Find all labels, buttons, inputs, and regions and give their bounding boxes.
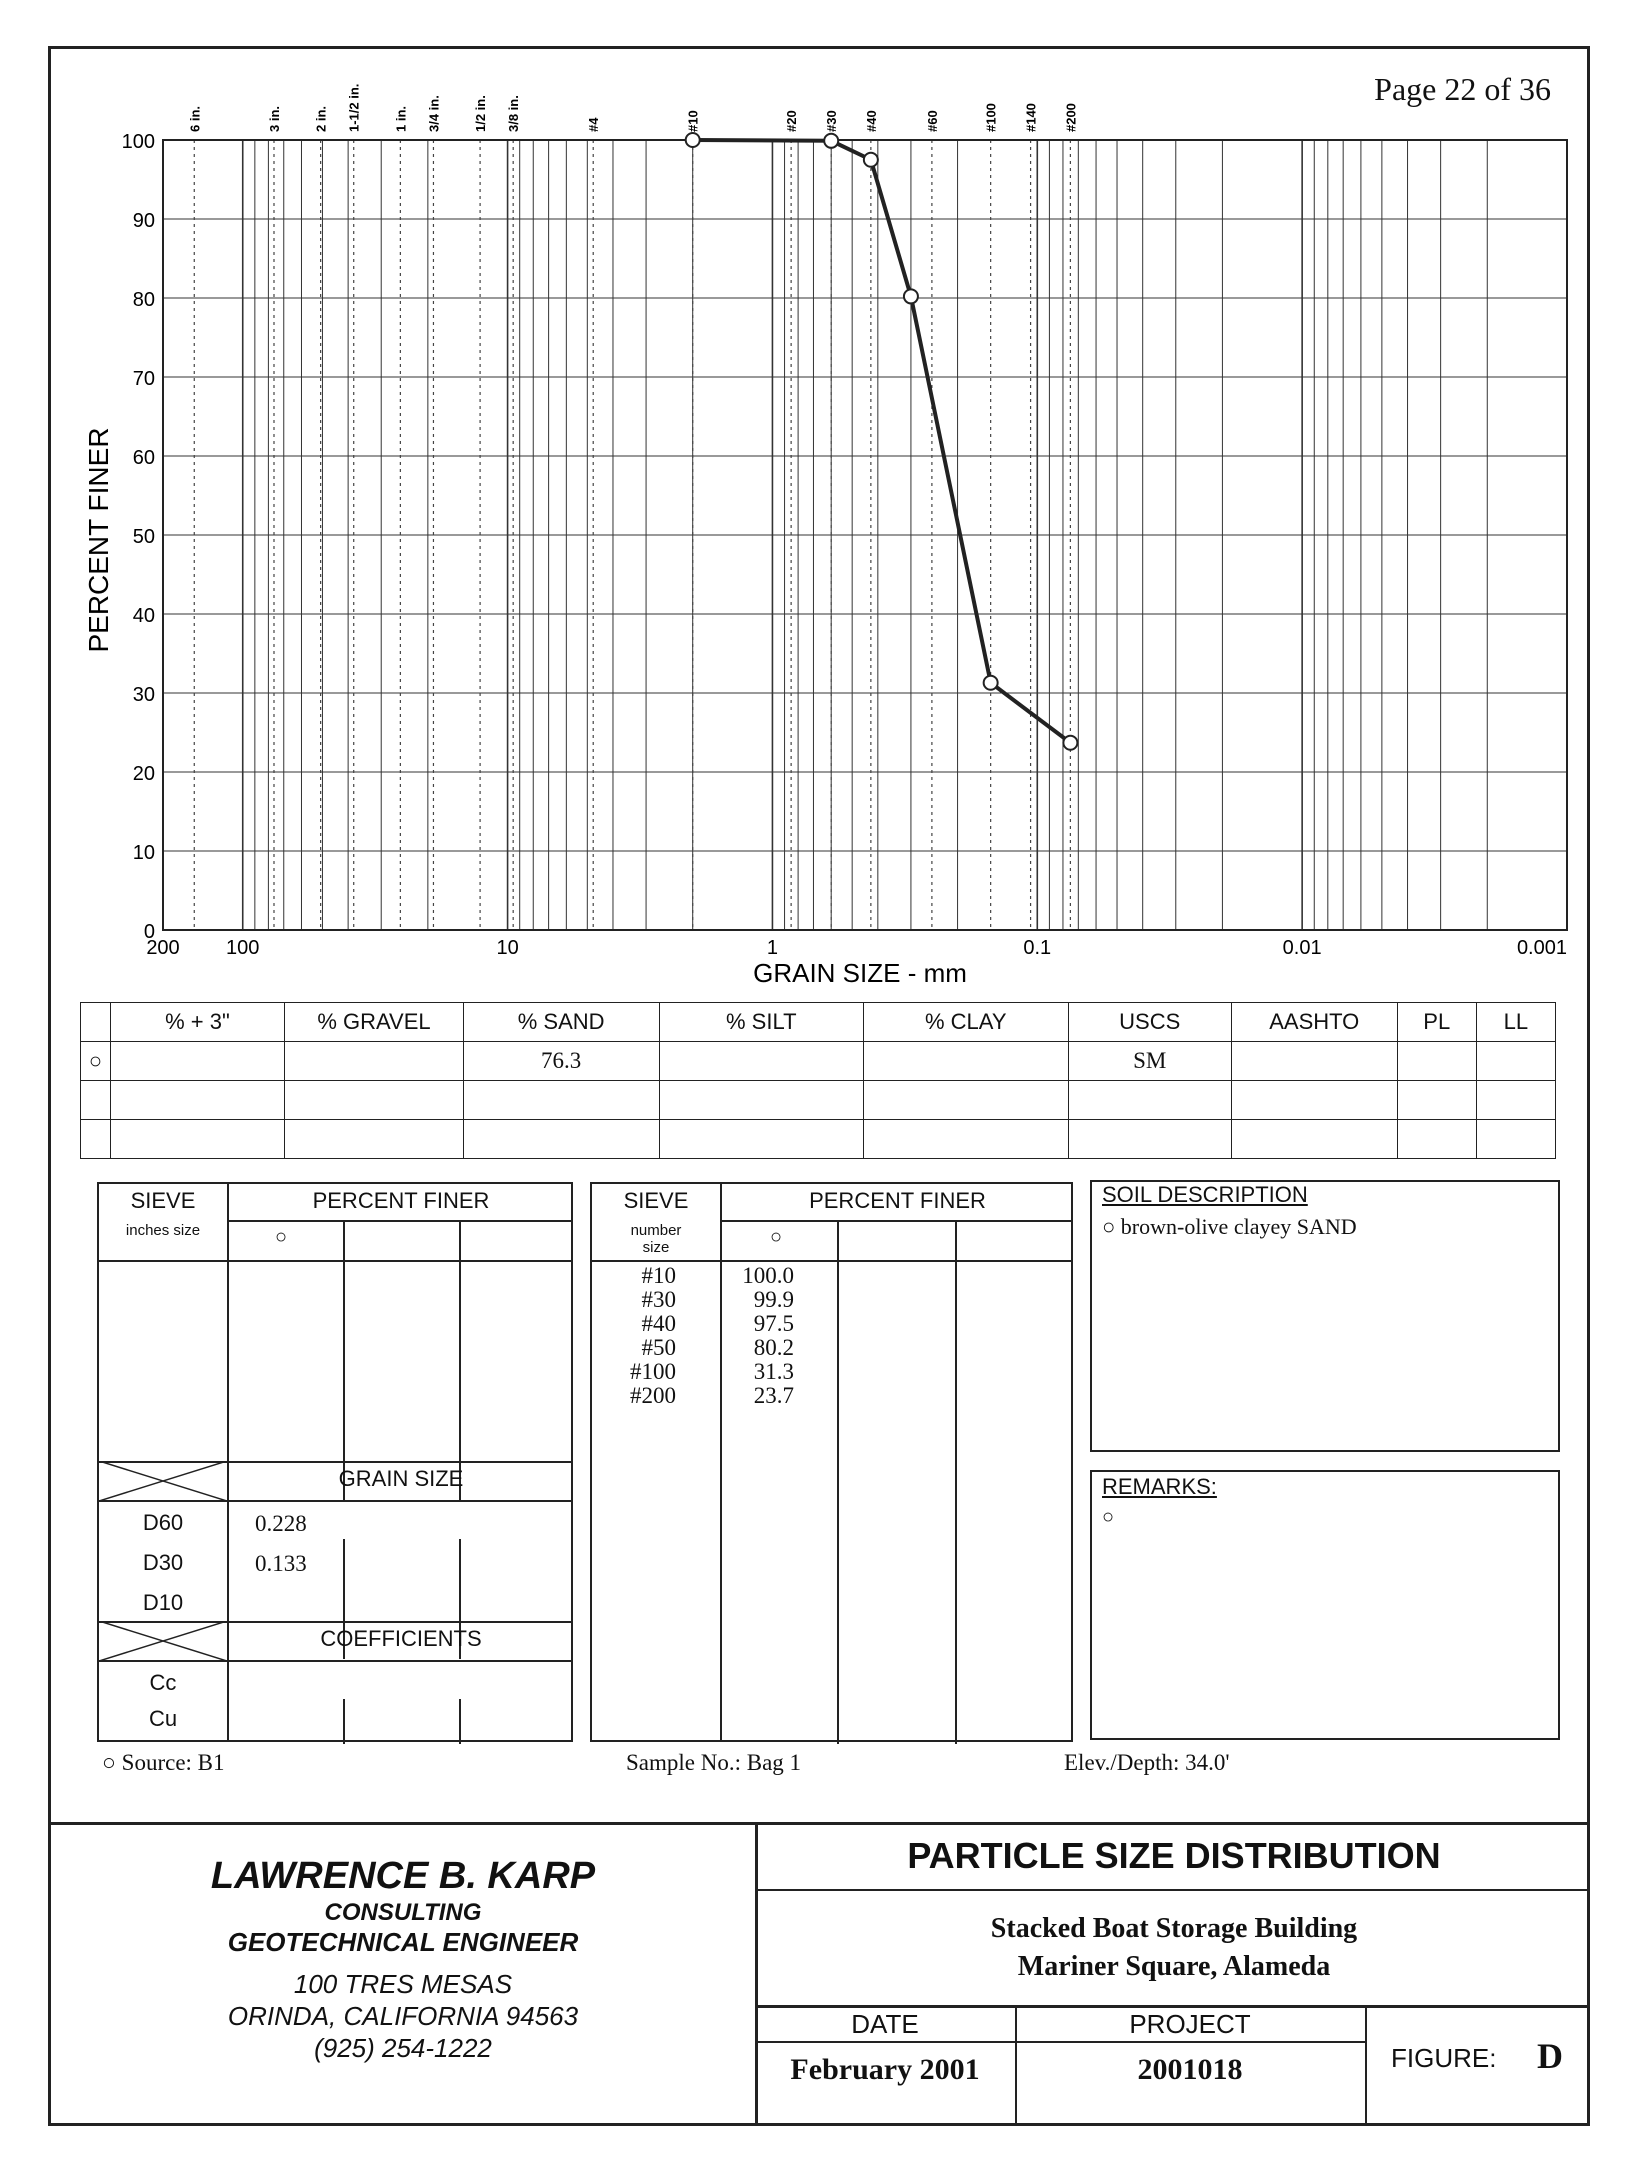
- series-line: [693, 140, 1071, 743]
- cu-label: Cu: [148, 1706, 178, 1731]
- y-tick-label: 20: [132, 763, 155, 785]
- sieve-label: 6 in.: [187, 105, 203, 132]
- sieve-label: 1 in.: [393, 105, 409, 132]
- list-item: 100.0: [742, 1263, 794, 1288]
- y-tick-label: 10: [132, 842, 155, 864]
- x-tick-label: 100: [226, 937, 260, 959]
- sieve-label: #140: [1023, 103, 1039, 132]
- col-uscs: USCS: [1068, 1003, 1231, 1042]
- sieve-label: #200: [1063, 103, 1079, 132]
- sieve-label: #100: [983, 103, 999, 132]
- data-point: [824, 134, 838, 148]
- table-row: [81, 1042, 1556, 1081]
- date-label: DATE: [851, 2009, 919, 2039]
- page-number: Page 22 of 36: [1374, 71, 1551, 107]
- sieve-label: #4: [586, 117, 602, 132]
- depth-text: Elev./Depth: 34.0': [1064, 1750, 1230, 1775]
- list-item: 80.2: [753, 1335, 794, 1360]
- coefficients-header: COEFFICIENTS: [320, 1626, 482, 1651]
- project-name-line1: Stacked Boat Storage Building: [990, 1913, 1358, 1944]
- sieve-header: SIEVE: [130, 1188, 196, 1213]
- cross-mark-icon: [99, 1621, 227, 1661]
- d30-value: 0.133: [255, 1551, 307, 1576]
- y-axis-label: PERCENT FINER: [83, 427, 114, 653]
- d60-value: 0.228: [255, 1511, 307, 1536]
- cross-mark-icon: [99, 1461, 227, 1501]
- sieve-subheader: inches size: [125, 1222, 201, 1239]
- soil-description-label: SOIL DESCRIPTION: [1102, 1182, 1308, 1207]
- list-item: #200: [630, 1383, 676, 1408]
- summary-table: [80, 1002, 1556, 1159]
- firm-line2: GEOTECHNICAL ENGINEER: [227, 1927, 579, 1957]
- sieve-label: 1/2 in.: [473, 95, 489, 132]
- list-item: #50: [641, 1335, 676, 1360]
- remarks-label: REMARKS:: [1102, 1474, 1217, 1499]
- sieve-label: #30: [824, 110, 840, 132]
- col-clay: % CLAY: [863, 1003, 1068, 1042]
- sieve-inches-panel: [97, 1182, 573, 1742]
- sieve-label: #10: [685, 110, 701, 132]
- x-tick-label: 200: [146, 937, 180, 959]
- col-sand: % SAND: [463, 1003, 659, 1042]
- address-line1: 100 TRES MESAS: [293, 1969, 513, 1999]
- sample-symbol-icon: ○: [275, 1226, 288, 1248]
- sieve-header: SIEVE: [623, 1188, 689, 1213]
- col-silt: % SILT: [659, 1003, 863, 1042]
- d10-label: D10: [142, 1590, 184, 1615]
- list-item: #100: [630, 1359, 676, 1384]
- list-item: 97.5: [753, 1311, 794, 1336]
- list-item: #10: [641, 1263, 676, 1288]
- list-item: 99.9: [753, 1287, 794, 1312]
- project-name-line2: Mariner Square, Alameda: [1017, 1951, 1331, 1982]
- firm-line1: CONSULTING: [324, 1899, 482, 1926]
- y-tick-label: 0: [143, 921, 155, 943]
- report-title: PARTICLE SIZE DISTRIBUTION: [907, 1835, 1441, 1876]
- data-point: [686, 133, 700, 147]
- soil-description-box: [1090, 1180, 1560, 1452]
- phone: (925) 254-1222: [314, 2033, 492, 2063]
- project-value: 2001018: [1137, 2053, 1243, 2086]
- row-marker: [81, 1003, 111, 1042]
- percent-finer-header: PERCENT FINER: [809, 1188, 986, 1213]
- x-tick-label: 0.01: [1282, 937, 1322, 959]
- percent-list: [720, 1264, 794, 1408]
- figure-label: FIGURE:: [1391, 2043, 1497, 2073]
- y-tick-label: 30: [132, 684, 155, 706]
- x-tick-label: 10: [496, 937, 519, 959]
- x-tick-label: 0.001: [1516, 937, 1567, 959]
- col-plus3: % + 3": [110, 1003, 284, 1042]
- x-tick-label: 1: [766, 937, 778, 959]
- table-row: [81, 1081, 1556, 1120]
- sieve-label: #40: [863, 110, 879, 132]
- remarks-box: [1090, 1470, 1560, 1740]
- list-item: 23.7: [753, 1383, 794, 1408]
- sieve-label: #60: [924, 110, 940, 132]
- percent-finer-header: PERCENT FINER: [312, 1188, 490, 1213]
- y-tick-label: 80: [132, 289, 155, 311]
- y-tick-label: 40: [132, 605, 155, 627]
- col-pl: PL: [1397, 1003, 1476, 1042]
- y-tick-label: 50: [132, 526, 155, 548]
- sand-value: 76.3: [463, 1042, 659, 1081]
- y-tick-label: 70: [132, 368, 155, 390]
- sieve-label: 3/4 in.: [426, 95, 442, 132]
- cc-label: Cc: [149, 1670, 177, 1695]
- address-line2: ORINDA, CALIFORNIA 94563: [227, 2001, 579, 2031]
- project-label: PROJECT: [1129, 2009, 1251, 2039]
- sieve-label: 3 in.: [266, 105, 282, 132]
- sieve-subheader: number size: [630, 1222, 682, 1256]
- sample-symbol-icon: ○: [1102, 1506, 1115, 1528]
- table-row: [81, 1120, 1556, 1159]
- sieve-label: #20: [784, 110, 800, 132]
- data-point: [904, 289, 918, 303]
- d30-label: D30: [142, 1550, 184, 1575]
- summary-header-row: [81, 1003, 1556, 1042]
- sample-symbol-icon: ○: [770, 1226, 783, 1248]
- list-item: 31.3: [753, 1359, 794, 1384]
- col-gravel: % GRAVEL: [285, 1003, 464, 1042]
- x-axis-label: GRAIN SIZE - mm: [753, 958, 967, 988]
- grain-size-chart: [0, 0, 1647, 1000]
- soil-description-text: ○ brown-olive clayey SAND: [1102, 1214, 1357, 1239]
- d60-label: D60: [142, 1510, 184, 1535]
- grain-size-header: GRAIN SIZE: [338, 1466, 464, 1491]
- sieve-label: 3/8 in.: [506, 95, 522, 132]
- title-block: [48, 1822, 1590, 2126]
- y-tick-label: 100: [121, 131, 155, 153]
- sieve-label: 2 in.: [313, 105, 329, 132]
- uscs-value: SM: [1068, 1042, 1231, 1081]
- y-tick-label: 90: [132, 210, 155, 232]
- sieve-label: 1-1/2 in.: [346, 83, 362, 132]
- col-aashto: AASHTO: [1231, 1003, 1397, 1042]
- data-point: [984, 676, 998, 690]
- x-tick-label: 0.1: [1023, 937, 1052, 959]
- list-item: #30: [641, 1287, 676, 1312]
- date-value: February 2001: [790, 2053, 980, 2086]
- sieve-number-panel: [590, 1182, 1073, 1742]
- list-item: #40: [641, 1311, 676, 1336]
- sample-text: Sample No.: Bag 1: [626, 1750, 802, 1775]
- row-marker: ○: [81, 1042, 111, 1081]
- col-ll: LL: [1476, 1003, 1555, 1042]
- y-tick-label: 60: [132, 447, 155, 469]
- data-point: [864, 153, 878, 167]
- data-point: [1063, 736, 1077, 750]
- figure-value: D: [1537, 2036, 1563, 2076]
- firm-name: LAWRENCE B. KARP: [210, 1855, 596, 1897]
- source-text: ○ Source: B1: [102, 1750, 225, 1775]
- sieve-list: [592, 1264, 676, 1408]
